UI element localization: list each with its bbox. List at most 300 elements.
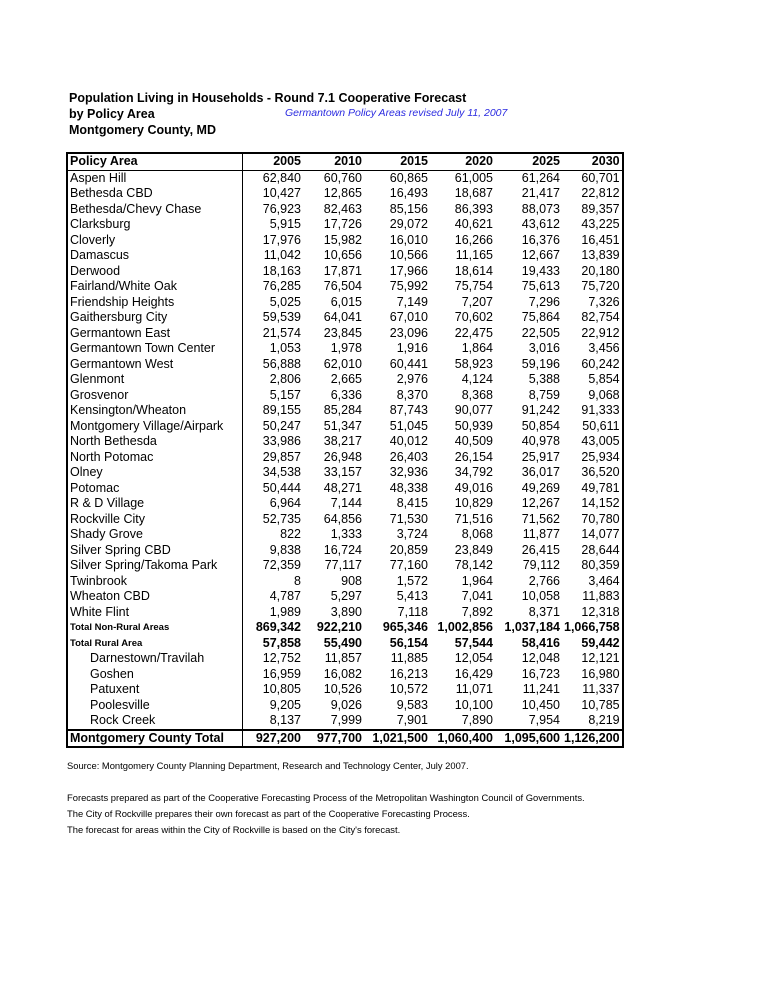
population-cell: 2,766 xyxy=(528,573,560,588)
population-cell: 9,026 xyxy=(330,697,362,712)
table-row xyxy=(67,310,623,326)
population-cell: 23,845 xyxy=(323,325,362,340)
population-cell: 75,754 xyxy=(454,279,493,293)
population-cell: 822 xyxy=(280,527,301,541)
population-cell: 17,726 xyxy=(323,217,362,231)
population-cell: 26,415 xyxy=(521,542,560,557)
population-cell: 3,464 xyxy=(588,573,620,588)
population-cell: 1,066,758 xyxy=(564,620,620,634)
population-cell: 62,840 xyxy=(262,170,301,185)
policy-area-label: Clarksburg xyxy=(67,217,243,233)
population-cell: 4,124 xyxy=(461,372,493,386)
population-cell: 2,665 xyxy=(330,372,362,386)
policy-area-label: Kensington/Wheaton xyxy=(67,403,243,419)
population-cell: 8,219 xyxy=(588,713,620,727)
policy-area-label: North Bethesda xyxy=(67,434,243,450)
population-cell: 38,217 xyxy=(323,434,362,448)
population-cell: 6,015 xyxy=(330,294,362,309)
population-cell: 59,442 xyxy=(581,635,620,650)
population-cell: 11,241 xyxy=(522,682,560,696)
population-cell: 67,010 xyxy=(389,310,428,324)
population-cell: 61,005 xyxy=(454,170,493,185)
population-cell: 82,754 xyxy=(581,310,620,324)
population-cell: 72,359 xyxy=(262,558,301,572)
population-cell: 48,338 xyxy=(389,480,428,495)
policy-area-label: Total Non-Rural Areas xyxy=(67,620,243,636)
population-cell: 10,427 xyxy=(262,186,301,200)
population-cell: 9,068 xyxy=(588,387,620,402)
population-cell: 50,854 xyxy=(521,418,560,433)
population-cell: 18,614 xyxy=(454,263,493,278)
population-cell: 49,016 xyxy=(454,480,493,495)
population-cell: 5,388 xyxy=(528,372,560,386)
policy-area-label: Poolesville xyxy=(67,698,243,714)
population-cell: 40,978 xyxy=(521,434,560,448)
population-cell: 1,989 xyxy=(269,604,301,619)
table-row xyxy=(67,558,623,574)
population-cell: 43,005 xyxy=(581,434,620,448)
policy-area-label: Patuxent xyxy=(67,682,243,698)
population-cell: 36,520 xyxy=(581,465,620,479)
table-row xyxy=(67,465,623,481)
population-cell: 64,041 xyxy=(323,310,362,324)
population-cell: 922,210 xyxy=(316,620,362,634)
population-cell: 71,516 xyxy=(454,511,493,526)
population-cell: 10,805 xyxy=(262,682,301,696)
column-header-year: 2025 xyxy=(495,153,562,170)
population-cell: 82,463 xyxy=(323,201,362,216)
population-cell: 33,986 xyxy=(262,434,301,448)
policy-area-label: Montgomery Village/Airpark xyxy=(67,419,243,435)
population-cell: 22,812 xyxy=(581,186,620,200)
population-cell: 7,144 xyxy=(330,496,362,510)
population-cell: 26,154 xyxy=(454,449,493,464)
subtotal-row xyxy=(67,636,623,652)
population-cell: 1,126,200 xyxy=(562,730,623,748)
population-cell: 13,839 xyxy=(581,248,620,262)
table-row xyxy=(67,186,623,202)
policy-area-label: Twinbrook xyxy=(67,574,243,590)
population-cell: 11,337 xyxy=(582,682,620,696)
population-cell: 85,284 xyxy=(323,403,362,417)
population-cell: 2,806 xyxy=(269,372,301,386)
population-cell: 48,271 xyxy=(323,480,362,495)
population-cell: 76,504 xyxy=(323,279,362,293)
population-cell: 8,415 xyxy=(396,496,428,510)
population-cell: 1,864 xyxy=(461,341,493,355)
population-cell: 18,163 xyxy=(262,263,301,278)
population-cell: 23,096 xyxy=(389,325,428,340)
population-cell: 62,010 xyxy=(323,356,362,371)
population-cell: 5,413 xyxy=(396,589,428,603)
population-cell: 7,149 xyxy=(396,294,428,309)
table-header-row xyxy=(67,153,623,170)
population-cell: 11,042 xyxy=(263,248,301,262)
population-cell: 59,539 xyxy=(262,310,301,324)
population-cell: 43,612 xyxy=(521,217,560,231)
population-cell: 71,530 xyxy=(389,511,428,526)
population-cell: 60,441 xyxy=(389,356,428,371)
population-cell: 14,152 xyxy=(581,496,620,510)
population-cell: 18,687 xyxy=(454,186,493,200)
population-cell: 64,856 xyxy=(323,511,362,526)
population-cell: 29,072 xyxy=(389,217,428,231)
subtotal-row xyxy=(67,620,623,636)
policy-area-label: Shady Grove xyxy=(67,527,243,543)
population-cell: 32,936 xyxy=(389,465,428,479)
population-cell: 85,156 xyxy=(389,201,428,216)
population-cell: 15,982 xyxy=(323,232,362,247)
table-row xyxy=(67,574,623,590)
table-row xyxy=(67,217,623,233)
table-row xyxy=(67,667,623,683)
policy-area-label: Germantown West xyxy=(67,357,243,373)
table-row xyxy=(67,341,623,357)
population-cell: 49,781 xyxy=(581,480,620,495)
population-cell: 1,572 xyxy=(396,573,428,588)
population-cell: 19,433 xyxy=(521,263,560,278)
table-row xyxy=(67,450,623,466)
population-cell: 16,959 xyxy=(262,666,301,681)
population-cell: 36,017 xyxy=(521,465,560,479)
table-row xyxy=(67,682,623,698)
population-cell: 17,966 xyxy=(389,263,428,278)
population-cell: 11,877 xyxy=(522,527,560,541)
population-cell: 927,200 xyxy=(243,730,304,748)
population-cell: 52,735 xyxy=(262,511,301,526)
population-cell: 16,493 xyxy=(389,186,428,200)
population-cell: 1,916 xyxy=(396,341,428,355)
population-cell: 8,371 xyxy=(528,604,560,619)
population-cell: 60,865 xyxy=(389,170,428,185)
population-cell: 11,071 xyxy=(455,682,493,696)
table-row xyxy=(67,295,623,311)
population-cell: 60,242 xyxy=(581,356,620,371)
population-cell: 50,611 xyxy=(582,418,620,433)
population-cell: 10,829 xyxy=(454,496,493,510)
column-header-year: 2010 xyxy=(303,153,364,170)
population-cell: 25,934 xyxy=(581,449,620,464)
population-cell: 75,720 xyxy=(581,279,620,293)
policy-area-label: Potomac xyxy=(67,481,243,497)
population-cell: 12,667 xyxy=(521,248,560,262)
population-cell: 43,225 xyxy=(581,217,620,231)
revision-note: Germantown Policy Areas revised July 11, 2007 xyxy=(285,107,508,119)
population-cell: 7,954 xyxy=(528,713,560,727)
population-cell: 3,890 xyxy=(330,604,362,619)
column-header-year: 2030 xyxy=(562,153,623,170)
population-cell: 10,572 xyxy=(389,682,428,696)
population-cell: 78,142 xyxy=(454,558,493,572)
population-cell: 965,346 xyxy=(382,620,428,634)
policy-area-label: Derwood xyxy=(67,264,243,280)
population-cell: 76,285 xyxy=(262,279,301,293)
population-cell: 977,700 xyxy=(303,730,364,748)
population-cell: 6,336 xyxy=(330,387,362,402)
population-cell: 8 xyxy=(294,573,301,588)
population-cell: 75,864 xyxy=(521,310,560,324)
population-cell: 7,118 xyxy=(397,604,428,619)
table-body xyxy=(67,170,623,747)
population-cell: 51,045 xyxy=(389,418,428,433)
table-row xyxy=(67,527,623,543)
population-cell: 71,562 xyxy=(521,511,560,526)
column-header-year: 2015 xyxy=(364,153,430,170)
population-cell: 60,760 xyxy=(323,170,362,185)
population-cell: 4,787 xyxy=(269,589,301,603)
population-cell: 1,021,500 xyxy=(364,730,430,748)
policy-area-label: Cloverly xyxy=(67,233,243,249)
table-row xyxy=(67,170,623,186)
table-row xyxy=(67,248,623,264)
population-cell: 908 xyxy=(341,573,362,588)
population-cell: 76,923 xyxy=(262,201,301,216)
population-cell: 70,780 xyxy=(581,511,620,526)
population-cell: 7,326 xyxy=(588,294,620,309)
document-title: Population Living in Households - Round 7.1 Cooperative Forecast xyxy=(69,91,467,105)
policy-area-label: Glenmont xyxy=(67,372,243,388)
population-cell: 7,890 xyxy=(461,713,493,727)
population-cell: 8,759 xyxy=(528,387,560,402)
table-row xyxy=(67,434,623,450)
population-cell: 1,964 xyxy=(461,573,493,588)
population-cell: 7,892 xyxy=(461,604,493,619)
population-cell: 40,621 xyxy=(454,217,493,231)
population-cell: 16,213 xyxy=(389,666,428,681)
table-row xyxy=(67,589,623,605)
population-cell: 75,992 xyxy=(389,279,428,293)
policy-area-label: Germantown East xyxy=(67,326,243,342)
population-cell: 77,160 xyxy=(389,558,428,572)
population-cell: 55,490 xyxy=(323,635,362,650)
population-cell: 3,724 xyxy=(396,527,428,541)
policy-area-label: Rockville City xyxy=(67,512,243,528)
policy-area-label: Bethesda CBD xyxy=(67,186,243,202)
table-row xyxy=(67,481,623,497)
population-cell: 5,854 xyxy=(588,372,620,386)
population-cell: 5,157 xyxy=(269,387,301,402)
population-cell: 10,058 xyxy=(521,589,560,603)
policy-area-label: Montgomery County Total xyxy=(67,730,243,748)
policy-area-label: Fairland/White Oak xyxy=(67,279,243,295)
population-cell: 20,180 xyxy=(581,263,620,278)
policy-area-label: Wheaton CBD xyxy=(67,589,243,605)
population-cell: 12,054 xyxy=(454,651,493,665)
table-row xyxy=(67,388,623,404)
population-cell: 40,012 xyxy=(389,434,428,448)
population-cell: 28,644 xyxy=(581,542,620,557)
policy-area-label: Goshen xyxy=(67,667,243,683)
column-header-policy-area: Policy Area xyxy=(67,153,243,170)
population-cell: 16,266 xyxy=(454,232,493,247)
population-cell: 3,456 xyxy=(588,341,620,355)
population-cell: 9,205 xyxy=(269,697,301,712)
population-cell: 56,154 xyxy=(389,635,428,650)
population-cell: 5,915 xyxy=(269,217,301,231)
table-row xyxy=(67,419,623,435)
policy-area-label: Bethesda/Chevy Chase xyxy=(67,202,243,218)
population-cell: 89,357 xyxy=(581,201,620,216)
population-cell: 1,060,400 xyxy=(430,730,495,748)
policy-area-label: R & D Village xyxy=(67,496,243,512)
population-cell: 20,859 xyxy=(389,542,428,557)
table-row xyxy=(67,233,623,249)
population-cell: 16,724 xyxy=(323,542,362,557)
population-cell: 11,883 xyxy=(582,589,620,603)
table-row xyxy=(67,698,623,714)
population-cell: 11,885 xyxy=(390,651,428,665)
footnote-line: The City of Rockville prepares their own forecast as part of the Cooperative Forecasting Process. xyxy=(67,808,470,819)
population-cell: 9,583 xyxy=(396,697,428,712)
population-cell: 25,917 xyxy=(521,449,560,464)
population-cell: 50,939 xyxy=(454,418,493,433)
population-cell: 16,082 xyxy=(323,666,362,681)
population-cell: 91,242 xyxy=(521,403,560,417)
policy-area-label: Rock Creek xyxy=(67,713,243,730)
population-cell: 75,613 xyxy=(521,279,560,293)
population-cell: 34,792 xyxy=(454,465,493,479)
population-cell: 7,041 xyxy=(461,589,493,603)
population-cell: 87,743 xyxy=(389,403,428,417)
population-cell: 1,095,600 xyxy=(495,730,562,748)
population-cell: 1,037,184 xyxy=(504,620,560,634)
policy-area-label: Aspen Hill xyxy=(67,170,243,186)
population-cell: 6,964 xyxy=(269,496,301,510)
policy-area-label: Friendship Heights xyxy=(67,295,243,311)
population-cell: 26,403 xyxy=(389,449,428,464)
population-cell: 80,359 xyxy=(581,558,620,572)
policy-area-label: Silver Spring/Takoma Park xyxy=(67,558,243,574)
policy-area-label: Total Rural Area xyxy=(67,636,243,652)
population-cell: 59,196 xyxy=(521,356,560,371)
document-subtitle: by Policy Area xyxy=(69,107,155,121)
population-cell: 7,901 xyxy=(396,713,428,727)
table-row xyxy=(67,372,623,388)
population-cell: 22,475 xyxy=(454,325,493,340)
table-row xyxy=(67,512,623,528)
policy-area-label: Gaithersburg City xyxy=(67,310,243,326)
population-cell: 16,376 xyxy=(521,232,560,247)
population-cell: 33,157 xyxy=(323,465,362,479)
population-cell: 8,368 xyxy=(461,387,493,402)
table-row xyxy=(67,202,623,218)
table-row xyxy=(67,264,623,280)
population-cell: 10,100 xyxy=(454,697,493,712)
table-row xyxy=(67,279,623,295)
population-table xyxy=(66,152,624,748)
population-cell: 11,857 xyxy=(324,651,362,665)
population-cell: 50,247 xyxy=(262,418,301,433)
population-cell: 10,526 xyxy=(323,682,362,696)
population-cell: 21,574 xyxy=(262,325,301,340)
population-cell: 1,053 xyxy=(269,341,301,355)
population-cell: 16,451 xyxy=(581,232,620,247)
population-cell: 9,838 xyxy=(269,542,301,557)
population-cell: 50,444 xyxy=(262,480,301,495)
population-cell: 34,538 xyxy=(262,465,301,479)
policy-area-label: Silver Spring CBD xyxy=(67,543,243,559)
population-cell: 3,016 xyxy=(528,341,560,355)
population-cell: 12,048 xyxy=(521,651,560,665)
population-cell: 8,068 xyxy=(461,527,493,541)
population-cell: 7,999 xyxy=(330,713,362,727)
population-cell: 23,849 xyxy=(454,542,493,557)
population-cell: 58,416 xyxy=(521,635,560,650)
column-header-year: 2020 xyxy=(430,153,495,170)
table-row xyxy=(67,357,623,373)
population-cell: 29,857 xyxy=(262,449,301,464)
population-cell: 10,566 xyxy=(389,248,428,262)
population-cell: 16,429 xyxy=(454,666,493,681)
policy-area-label: Darnestown/Travilah xyxy=(67,651,243,667)
population-cell: 49,269 xyxy=(521,480,560,495)
population-cell: 12,267 xyxy=(521,496,560,510)
population-cell: 1,978 xyxy=(330,341,362,355)
population-cell: 79,112 xyxy=(522,558,560,572)
population-cell: 58,923 xyxy=(454,356,493,371)
population-cell: 869,342 xyxy=(255,620,301,634)
population-cell: 17,871 xyxy=(323,263,362,278)
table-row xyxy=(67,713,623,730)
population-cell: 57,544 xyxy=(454,635,493,650)
population-cell: 16,010 xyxy=(389,232,428,247)
table-row xyxy=(67,543,623,559)
table-row xyxy=(67,651,623,667)
population-cell: 17,976 xyxy=(262,232,301,247)
source-note: Source: Montgomery County Planning Department, Research and Technology Center, July 2007. xyxy=(67,760,469,771)
population-cell: 91,333 xyxy=(581,403,620,417)
population-cell: 2,976 xyxy=(396,372,428,386)
population-cell: 56,888 xyxy=(262,356,301,371)
population-cell: 1,333 xyxy=(330,527,362,541)
population-cell: 5,297 xyxy=(330,589,362,603)
population-cell: 8,370 xyxy=(396,387,428,402)
population-cell: 1,002,856 xyxy=(437,620,493,634)
population-cell: 61,264 xyxy=(521,170,560,185)
policy-area-label: White Flint xyxy=(67,605,243,621)
population-cell: 10,450 xyxy=(521,697,560,712)
population-cell: 90,077 xyxy=(454,403,493,417)
population-cell: 12,865 xyxy=(323,186,362,200)
policy-area-label: Olney xyxy=(67,465,243,481)
grand-total-row xyxy=(67,730,623,748)
table-row xyxy=(67,496,623,512)
policy-area-label: Germantown Town Center xyxy=(67,341,243,357)
population-cell: 8,137 xyxy=(269,713,301,727)
population-cell: 77,117 xyxy=(324,558,362,572)
population-cell: 7,207 xyxy=(461,294,493,309)
footnote-line: Forecasts prepared as part of the Cooperative Forecasting Process of the Metropolitan Washington Council of Governments. xyxy=(67,792,585,803)
population-cell: 11,165 xyxy=(455,248,493,262)
policy-area-label: Damascus xyxy=(67,248,243,264)
population-cell: 16,980 xyxy=(581,666,620,681)
population-cell: 70,602 xyxy=(454,310,493,324)
population-cell: 12,121 xyxy=(581,651,620,665)
population-cell: 21,417 xyxy=(521,186,560,200)
population-cell: 5,025 xyxy=(269,294,301,309)
policy-area-label: Grosvenor xyxy=(67,388,243,404)
table-row xyxy=(67,326,623,342)
population-cell: 26,948 xyxy=(323,449,362,464)
population-cell: 22,505 xyxy=(521,325,560,340)
population-cell: 14,077 xyxy=(581,527,620,541)
population-cell: 10,656 xyxy=(323,248,362,262)
population-cell: 57,858 xyxy=(262,635,301,650)
population-cell: 7,296 xyxy=(528,294,560,309)
population-cell: 16,723 xyxy=(521,666,560,681)
column-header-year: 2005 xyxy=(243,153,304,170)
table-row xyxy=(67,605,623,621)
